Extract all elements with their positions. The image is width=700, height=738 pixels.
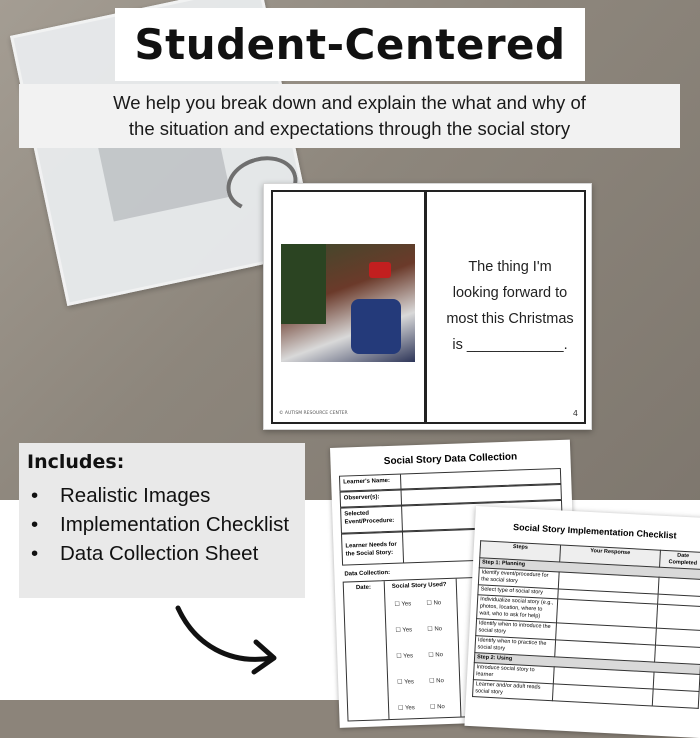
step-item: Identify when to introduce the social story	[476, 619, 557, 640]
grid-divider	[400, 475, 401, 489]
yes-label: Yes	[404, 705, 415, 712]
no-checkbox[interactable]: ☐ No	[426, 600, 442, 607]
includes-list	[27, 481, 300, 568]
list-item: • Implementation Checklist	[27, 510, 300, 539]
col-date: Date Completed	[660, 550, 700, 569]
col-response: Your Response	[560, 545, 661, 567]
section-label: Data Collection:	[344, 569, 391, 578]
grid-divider	[401, 491, 402, 505]
field-label: Learner Needs for the Social Story:	[345, 541, 397, 558]
no-label: No	[434, 626, 443, 633]
sheet-title: Social Story Implementation Checklist	[512, 521, 677, 541]
grid-divider	[384, 581, 390, 719]
field-label: Observer(s):	[343, 494, 380, 502]
christmas-tree-image	[281, 244, 326, 324]
no-label: No	[436, 678, 445, 685]
step-item: Introduce social story to learner	[473, 663, 554, 684]
col-used: Social Story Used?	[391, 582, 447, 590]
social-story-card	[263, 183, 592, 430]
grid-divider	[401, 507, 403, 531]
page-title: Student-Centered	[134, 20, 566, 69]
grid-divider	[456, 579, 462, 717]
subtitle-line: We help you break down and explain the what and why of	[113, 92, 586, 113]
no-label: No	[437, 704, 445, 711]
sheet-title: Social Story Data Collection	[383, 451, 518, 468]
yes-checkbox[interactable]: ☐ Yes	[394, 601, 412, 608]
checklist-table	[472, 540, 700, 709]
list-item: • Realistic Images	[27, 481, 300, 510]
step-item: Identify when to practice the social story	[475, 636, 556, 657]
card-text-line: looking forward to	[452, 285, 568, 301]
step-item: Individualize social story (e.g., photos, location, where to wait, who to ask for help)	[477, 595, 558, 623]
yes-checkbox[interactable]: ☐ Yes	[397, 679, 415, 686]
step-label: Step 1: Planning	[479, 558, 700, 580]
card-page-number: 4	[572, 409, 578, 418]
no-checkbox[interactable]: ☐ No	[429, 678, 445, 685]
field-label: Learner's Name:	[343, 477, 391, 486]
yes-label: Yes	[404, 679, 415, 686]
yes-checkbox[interactable]: ☐ Yes	[396, 653, 414, 660]
subtitle-line: the situation and expectations through the social story	[128, 118, 571, 139]
yes-checkbox[interactable]: ☐ Yes	[398, 705, 415, 712]
title-banner	[115, 8, 585, 81]
card-text-line: The thing I'm	[468, 259, 552, 275]
yes-label: Yes	[403, 653, 414, 660]
card-text-line: most this Christmas	[446, 311, 574, 327]
list-item: • Data Collection Sheet	[27, 539, 300, 568]
grid-divider	[402, 533, 404, 563]
yes-checkbox[interactable]: ☐ Yes	[395, 627, 413, 634]
date-cell[interactable]	[652, 689, 699, 708]
includes-title: Includes:	[27, 451, 125, 473]
card-credit: © AUTISM RESOURCE CENTER	[279, 411, 348, 416]
santa-hat-image	[369, 262, 391, 278]
card-text-line: is ____________.	[452, 337, 568, 353]
no-label: No	[433, 600, 442, 607]
card-prompt	[440, 254, 580, 358]
includes-box	[19, 443, 305, 598]
card-frame	[271, 190, 586, 424]
no-checkbox[interactable]: ☐ No	[430, 704, 445, 711]
field-label: Selected Event/Procedure:	[344, 510, 395, 526]
no-label: No	[435, 652, 444, 659]
step-item: Identify event/procedure for the social story	[478, 568, 559, 589]
yes-label: Yes	[401, 601, 412, 608]
sweater-image	[351, 299, 401, 354]
card-divider	[424, 192, 427, 422]
christmas-photo	[281, 244, 415, 362]
col-steps: Steps	[480, 541, 561, 562]
date-cell[interactable]	[656, 604, 700, 630]
step-label: Step 2: Using	[474, 653, 700, 675]
step-item: Select type of social story	[478, 585, 558, 599]
subtitle-banner	[19, 84, 680, 148]
yes-label: Yes	[402, 627, 413, 634]
no-checkbox[interactable]: ☐ No	[427, 626, 443, 633]
step-item: Learner and/or adult reads social story	[473, 680, 554, 701]
implementation-checklist-sheet	[464, 506, 700, 738]
no-checkbox[interactable]: ☐ No	[428, 652, 444, 659]
curved-arrow-icon	[170, 600, 290, 680]
col-date: Date:	[355, 584, 372, 592]
